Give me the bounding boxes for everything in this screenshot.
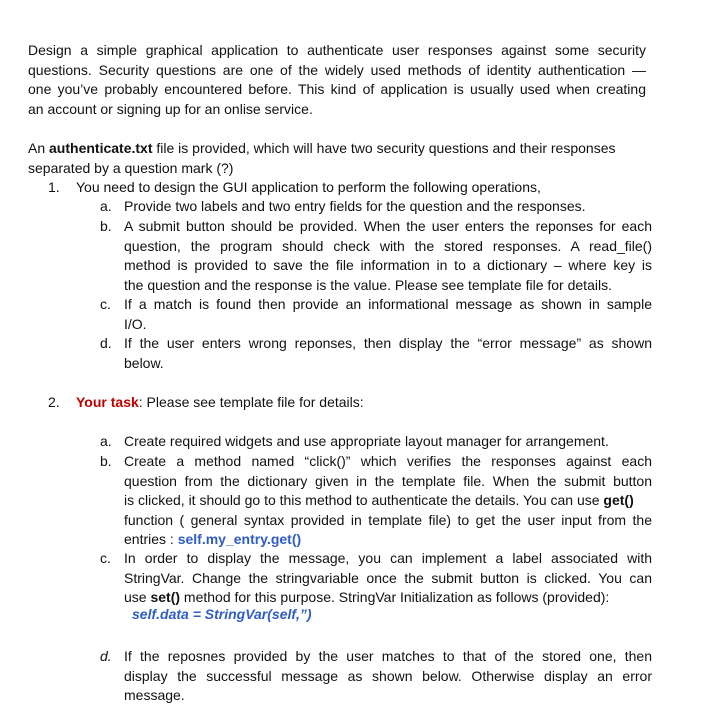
- file-line1-rest: file is provided, which will have two security questions and their responses: [152, 140, 616, 156]
- sub-item-text: [124, 295, 652, 334]
- stringvar-code: [132, 605, 312, 625]
- sub-line: StringVar. Change the stringvariable once the submit button is clicked. You can: [124, 569, 652, 586]
- sub-line: question from the dictionary given in the template file. When the submit button: [124, 472, 652, 489]
- sub-marker: d.: [100, 648, 112, 664]
- sub-line: [124, 491, 652, 511]
- file-name: authenticate.txt: [49, 140, 153, 156]
- sub-line: Provide two labels and two entry fields for the question and the responses.: [124, 198, 586, 214]
- get-method: get(): [603, 492, 634, 509]
- sub-marker: a.: [100, 198, 112, 214]
- sub-item-text: [124, 334, 652, 373]
- sub-line: Create a method named “click()” which verifies the responses against each: [124, 453, 652, 469]
- intro-paragraph: [28, 41, 646, 119]
- list-marker-1: 1.: [48, 179, 60, 195]
- file-prefix: An: [28, 140, 50, 156]
- sub-line: method is provided to save the file information in to a dictionary – where key is: [124, 257, 652, 274]
- file-paragraph-line-2: separated by a question mark (?): [28, 159, 234, 176]
- task-rest: : Please see template file for details:: [138, 394, 364, 410]
- sub-item-text: [124, 217, 652, 295]
- sub-line-text: entries :: [124, 531, 178, 548]
- intro-line-3: one you’ve probably encountered before. This kind of application is usually used when creating: [28, 81, 646, 98]
- sub-line: function ( general syntax provided in template file) to get the user input from the: [124, 511, 652, 528]
- sub-line-text: is clicked, it should go to this method to authenticate the details. You can use: [124, 492, 604, 509]
- entry-get-code: self.my_entry.get(): [177, 531, 302, 548]
- sub-line: the question and the response is the value. Please see template file for details.: [124, 276, 612, 293]
- sub-line: message.: [124, 687, 185, 704]
- sub-line: A submit button should be provided. When the user enters the reponses for each: [124, 218, 652, 234]
- set-method: set(): [150, 589, 181, 606]
- file-paragraph-line-1: [28, 139, 646, 159]
- sub-marker: c.: [100, 550, 111, 566]
- sub-marker: c.: [100, 296, 111, 312]
- sub-item-text: [124, 452, 652, 550]
- list-item-1-text: You need to design the GUI application to perform the following operations,: [76, 179, 541, 195]
- sub-marker: a.: [100, 433, 112, 449]
- sub-line: display the successful message as shown below. Otherwise display an error: [124, 667, 652, 684]
- sub-line: question, the program should check with the stored responses. A read_file(): [124, 237, 652, 254]
- sub-marker: d.: [100, 335, 112, 351]
- file-paragraph: [28, 139, 646, 178]
- intro-line-1: Design a simple graphical application to authenticate user responses against some security: [28, 42, 646, 58]
- sub-item-text: [124, 647, 652, 706]
- sub-line: If the user enters wrong reponses, then display the “error message” as shown: [124, 335, 652, 351]
- sub-line: I/O.: [124, 315, 147, 332]
- sub-item-text: [124, 549, 652, 608]
- sub-line-text: use: [124, 589, 151, 606]
- sub-line: In order to display the message, you can implement a label associated with: [124, 550, 652, 566]
- sub-line: If a match is found then provide an informational message as shown in sample: [124, 296, 652, 312]
- list-item-2-text: [76, 393, 364, 413]
- sub-line-text: method for this purpose. StringVar Initialization as follows (provided):: [180, 589, 610, 606]
- intro-line-4: an account or signing up for an onlise service.: [28, 100, 313, 117]
- sub-marker: b.: [100, 218, 112, 234]
- list-marker-2: 2.: [48, 394, 60, 410]
- stringvar-code-text: self.data = StringVar(self,”): [132, 606, 312, 622]
- sub-marker: b.: [100, 453, 112, 469]
- sub-item-text: [124, 432, 652, 452]
- task-label: Your task: [76, 394, 139, 410]
- sub-line: below.: [124, 354, 164, 371]
- sub-line: Create required widgets and use appropriate layout manager for arrangement.: [124, 433, 609, 449]
- sub-line: [124, 530, 652, 550]
- sub-item-text: [124, 197, 652, 217]
- intro-line-2: questions. Security questions are one of the widely used methods of identity authentication —: [28, 61, 646, 78]
- sub-line: If the reposnes provided by the user matches to that of the stored one, then: [124, 648, 652, 664]
